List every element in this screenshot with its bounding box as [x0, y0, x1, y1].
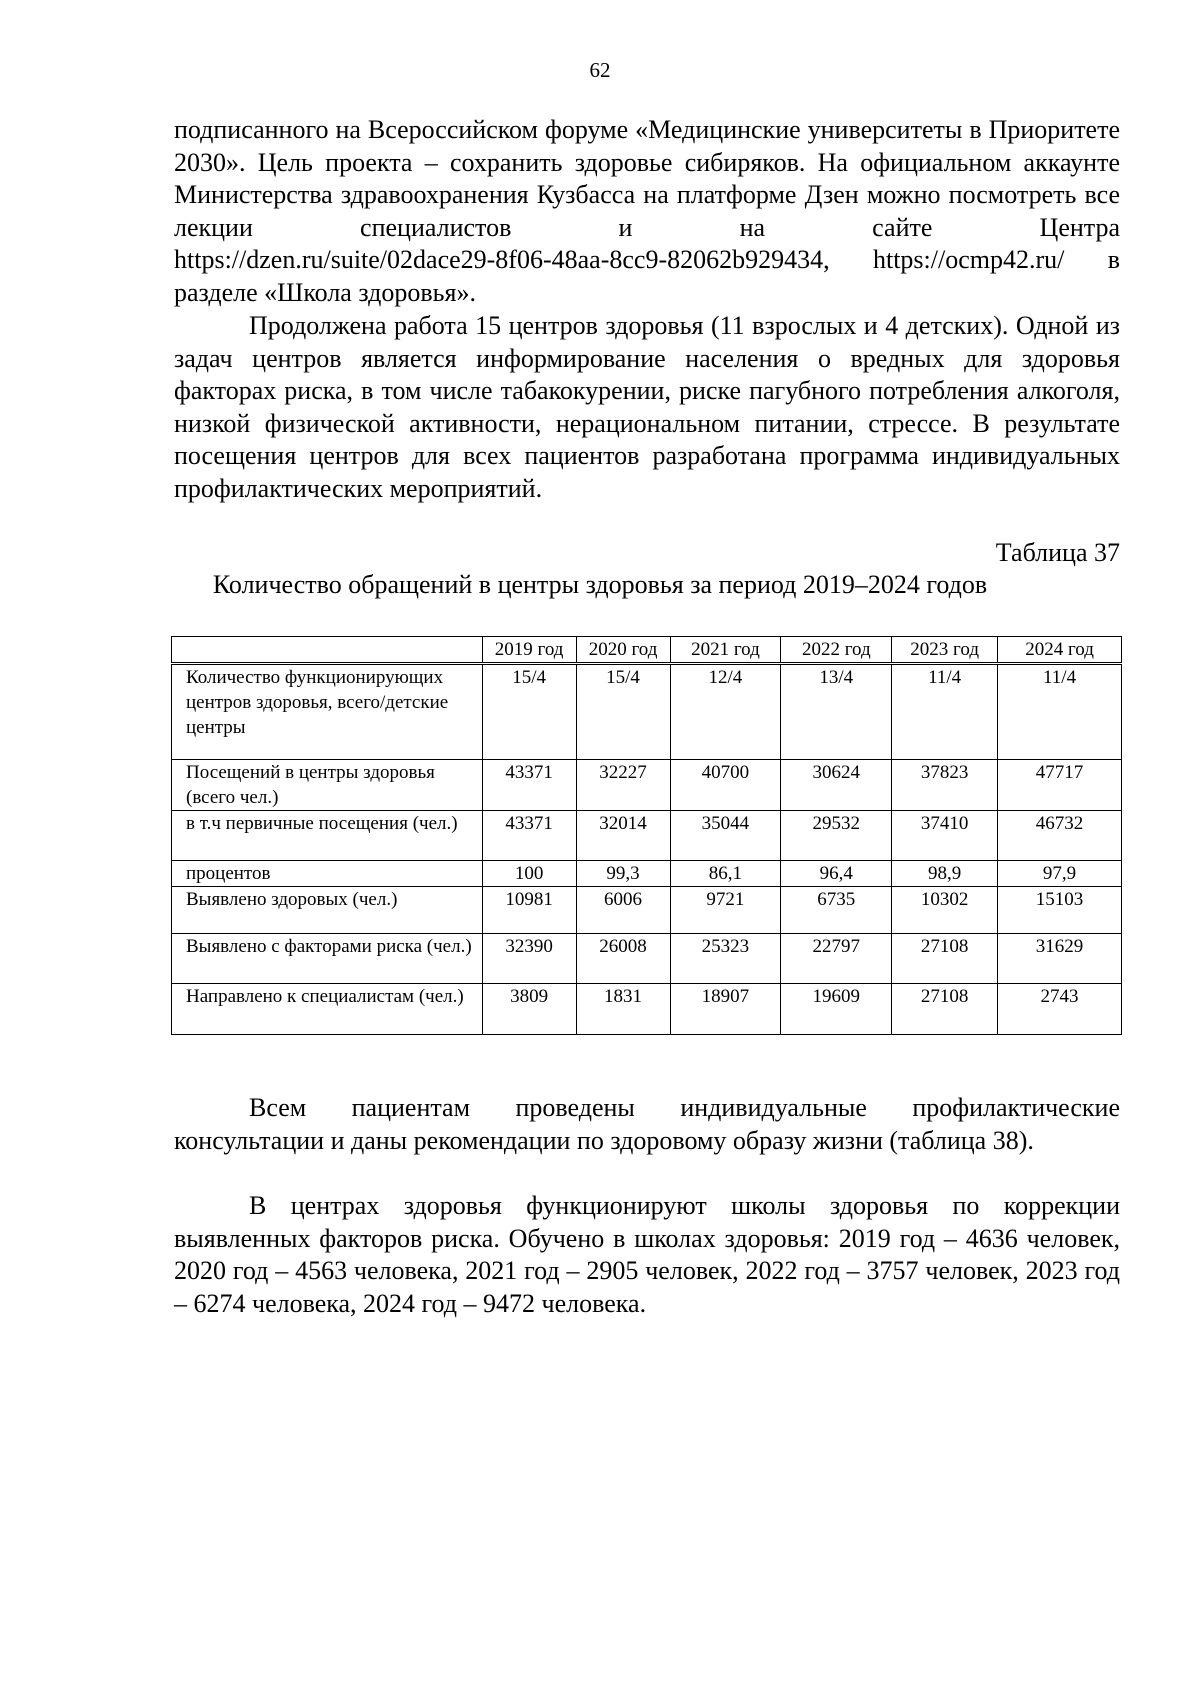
health-centers-table	[171, 636, 1122, 1035]
table-cell: 10302	[892, 887, 998, 934]
paragraph-intro-text: подписанного на Всероссийском форуме «Медицинские университеты в Приоритете 2030». Цель проекта – сохранить здоровье сибиряков. На официальном аккаунте Министерства здравоохранения Кузбасса на платформе Дзен можно посмотреть все лекции специалистов и на сайте Центра	[174, 115, 1120, 242]
table-cell: 32227	[576, 760, 670, 811]
paragraph-health-centers: Продолжена работа 15 центров здоровья (11 взрослых и 4 детских). Одной из задач центров является информирование населения о вредных для здоровья факторах риска, в том числе табакокурении, риске пагубного потребления алкоголя, низкой физической активности, нерациональном питании, стрессе. В результате посещения центров для всех пациентов разработана программа индивидуальных профилактических мероприятий.	[174, 311, 1120, 503]
table-cell: 35044	[670, 811, 781, 861]
table-cell: 11/4	[892, 664, 998, 760]
row-label: Количество функционирующих центров здоровья, всего/детские центры	[172, 664, 483, 760]
header-cell-2022: 2022 год	[781, 637, 892, 664]
table-cell: 6006	[576, 887, 670, 934]
table-cell: 98,9	[892, 861, 998, 887]
table-cell: 6735	[781, 887, 892, 934]
table-cell: 9721	[670, 887, 781, 934]
table-cell: 43371	[482, 760, 576, 811]
table-cell: 26008	[576, 934, 670, 984]
row-label: процентов	[172, 861, 483, 887]
table-row	[172, 664, 1122, 760]
header-cell-2019: 2019 год	[482, 637, 576, 664]
table-cell: 15/4	[576, 664, 670, 760]
table-row	[172, 887, 1122, 934]
table-label: Таблица 37	[995, 538, 1120, 567]
table-row	[172, 861, 1122, 887]
paragraph-intro-tail: в разделе «Школа здоровья».	[174, 245, 1120, 307]
row-label: Выявлено с факторами риска (чел.)	[172, 934, 483, 984]
table-title: Количество обращений в центры здоровья за период 2019–2024 годов	[212, 570, 988, 599]
row-label: Посещений в центры здоровья (всего чел.)	[172, 760, 483, 811]
table-cell: 19609	[781, 984, 892, 1035]
table-cell: 13/4	[781, 664, 892, 760]
dzen-link[interactable]: https://dzen.ru/suite/02dace29-8f06-48aa-8cc9-82062b929434,	[174, 245, 830, 275]
paragraph-consultations: Всем пациентам проведены индивидуальные профилактические консультации и даны рекомендации по здоровому образу жизни (таблица 38).	[174, 1093, 1120, 1155]
table-row	[172, 984, 1122, 1035]
table-cell: 27108	[892, 984, 998, 1035]
header-cell-2024: 2024 год	[998, 637, 1122, 664]
table-row	[172, 811, 1122, 861]
table-cell: 40700	[670, 760, 781, 811]
paragraph-intro	[174, 114, 1120, 310]
page-number: 62	[589, 58, 611, 82]
table-cell: 2743	[998, 984, 1122, 1035]
table-row	[172, 760, 1122, 811]
table-cell: 86,1	[670, 861, 781, 887]
table-header-row	[172, 637, 1122, 664]
header-cell-2020: 2020 год	[576, 637, 670, 664]
table-cell: 31629	[998, 934, 1122, 984]
table-cell: 37823	[892, 760, 998, 811]
table-cell: 47717	[998, 760, 1122, 811]
table-cell: 43371	[482, 811, 576, 861]
table-cell: 3809	[482, 984, 576, 1035]
header-cell-2023: 2023 год	[892, 637, 998, 664]
table-cell: 100	[482, 861, 576, 887]
table-cell: 18907	[670, 984, 781, 1035]
table-cell: 46732	[998, 811, 1122, 861]
table-cell: 27108	[892, 934, 998, 984]
row-label: Направлено к специалистам (чел.)	[172, 984, 483, 1035]
table-cell: 22797	[781, 934, 892, 984]
table-row	[172, 934, 1122, 984]
row-label: Выявлено здоровых (чел.)	[172, 887, 483, 934]
row-label: в т.ч первичные посещения (чел.)	[172, 811, 483, 861]
paragraph-health-schools: В центрах здоровья функционируют школы здоровья по коррекции выявленных факторов риска. Обучено в школах здоровья: 2019 год – 4636 человек, 2020 год – 4563 человека, 2021 год – 2905 человек, 2022 год – 3757 человек, 2023 год – 6274 человека, 2024 год – 9472 человека.	[174, 1191, 1120, 1318]
header-cell-empty	[172, 637, 483, 664]
table-cell: 32390	[482, 934, 576, 984]
table-cell: 32014	[576, 811, 670, 861]
table-cell: 97,9	[998, 861, 1122, 887]
table-cell: 99,3	[576, 861, 670, 887]
header-cell-2021: 2021 год	[670, 637, 781, 664]
table-cell: 11/4	[998, 664, 1122, 760]
table-cell: 30624	[781, 760, 892, 811]
table-cell: 12/4	[670, 664, 781, 760]
table-cell: 29532	[781, 811, 892, 861]
table-cell: 1831	[576, 984, 670, 1035]
table-cell: 96,4	[781, 861, 892, 887]
table-cell: 25323	[670, 934, 781, 984]
table-cell: 37410	[892, 811, 998, 861]
ocmp-link[interactable]: https://ocmp42.ru/	[872, 245, 1065, 275]
table-cell: 15/4	[482, 664, 576, 760]
table-cell: 15103	[998, 887, 1122, 934]
table-cell: 10981	[482, 887, 576, 934]
